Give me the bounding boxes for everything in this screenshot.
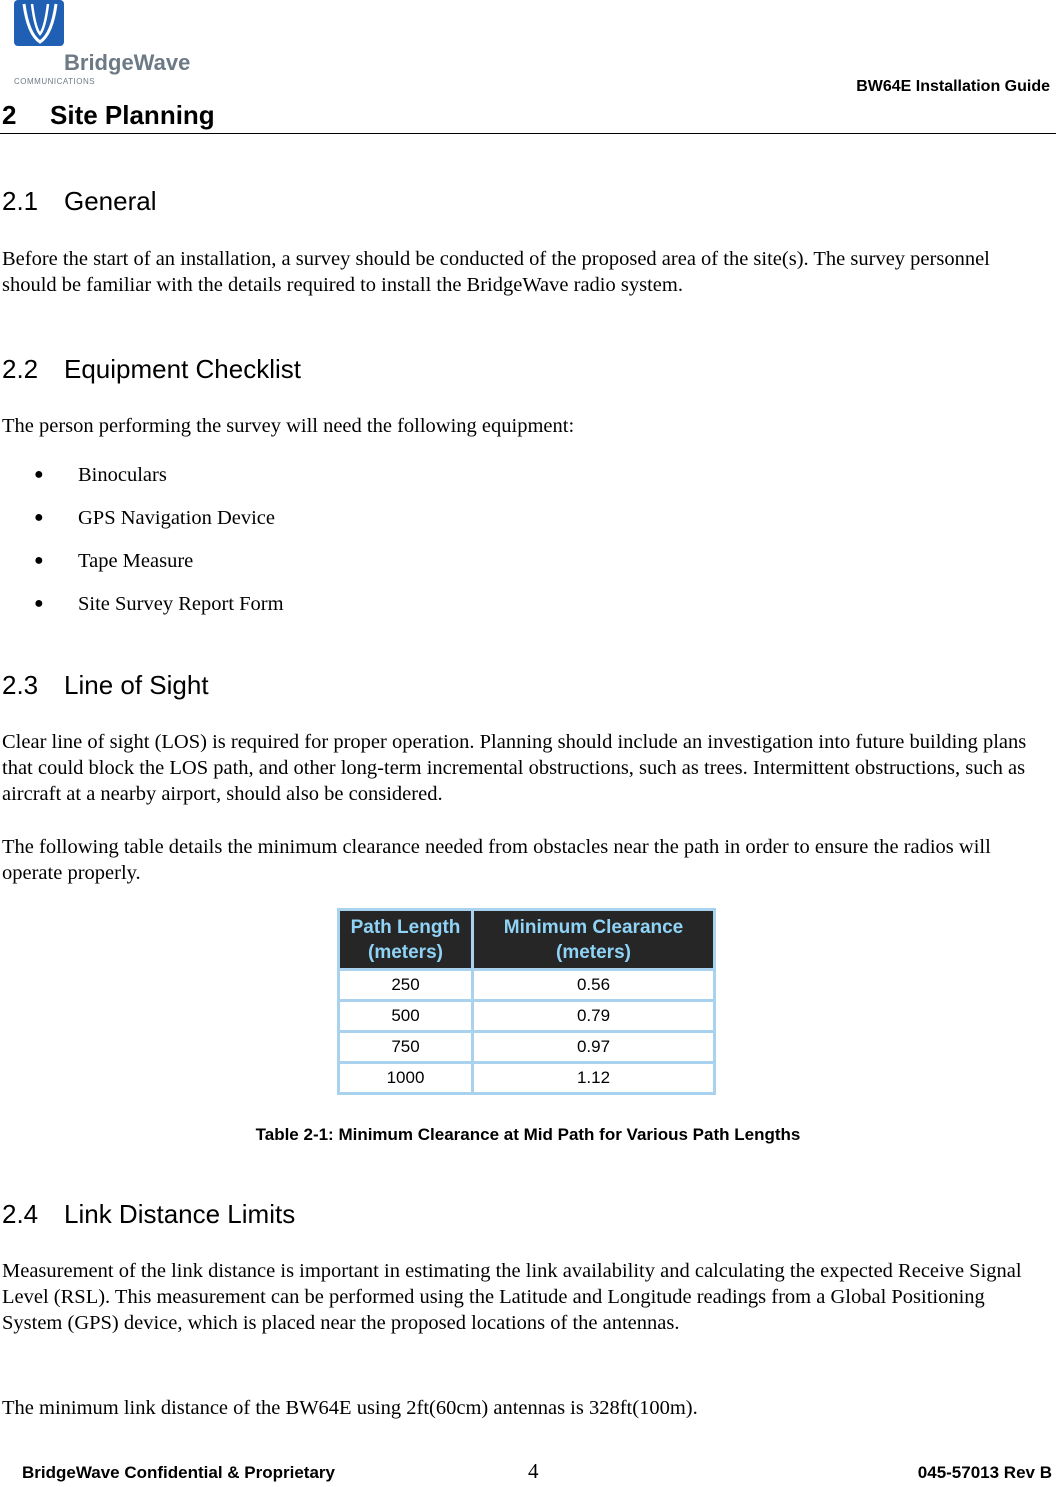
logo-tagline: COMMUNICATIONS: [14, 77, 96, 86]
list-item-text: Binoculars: [78, 464, 167, 486]
link-paragraph-2: The minimum link distance of the BW64E using 2ft(60cm) antennas is 328ft(100m).: [2, 1397, 698, 1419]
table-cell: 0.79: [473, 1001, 715, 1032]
footer-confidential: BridgeWave Confidential & Proprietary: [22, 1463, 335, 1482]
column-header-min-clearance: Minimum Clearance (meters): [473, 910, 715, 970]
checklist-intro: The person performing the survey will need the following equipment:: [2, 415, 575, 437]
table-caption: Table 2-1: Minimum Clearance at Mid Path for Various Path Lengths: [255, 1125, 801, 1144]
link-paragraph-1: Measurement of the link distance is important in estimating the link availability and calculating the expected Receive Signal Level (RSL). This measurement can be performed using the Latitude and Longitude readings from a Global Positioning System (GPS) device, which is placed near the proposed locations of the antennas.: [2, 1260, 1022, 1334]
section-title: Line of Sight: [64, 670, 209, 700]
section-heading-general: [2, 186, 157, 217]
table-cell: 1000: [339, 1063, 473, 1094]
list-item-text: Tape Measure: [78, 550, 194, 572]
table-row: [339, 970, 715, 1001]
general-paragraph: Before the start of an installation, a survey should be conducted of the proposed area of the site(s). The survey personnel should be familiar with the details required to install the BridgeWave radio system.: [2, 248, 990, 296]
table-row: [339, 1063, 715, 1094]
page-number: 4: [528, 1459, 539, 1483]
table-cell: 0.97: [473, 1032, 715, 1063]
chapter-title: Site Planning: [50, 100, 215, 130]
section-number: 2.2: [2, 354, 39, 384]
table-cell: 1.12: [473, 1063, 715, 1094]
table-row: [339, 1001, 715, 1032]
section-number: 2.4: [2, 1199, 39, 1229]
section-title: Equipment Checklist: [64, 354, 301, 384]
section-number: 2.1: [2, 186, 39, 216]
section-heading-checklist: [2, 354, 301, 385]
bullet-icon: ●: [34, 509, 44, 526]
logo-name: BridgeWave: [64, 50, 191, 75]
chapter-heading: [2, 100, 215, 131]
table-header-row: [339, 910, 715, 970]
table-cell: 250: [339, 970, 473, 1001]
table-cell: 500: [339, 1001, 473, 1032]
bullet-icon: ●: [34, 466, 44, 483]
los-paragraph-1: Clear line of sight (LOS) is required for proper operation. Planning should include an investigation into future building plans that could block the LOS path, and other long-term incremental obstructions, such as trees. Intermittent obstructions, such as aircraft at a nearby airport, should also be considered.: [2, 731, 1027, 805]
los-paragraph-2: The following table details the minimum clearance needed from obstacles near the path in order to ensure the radios will operate properly.: [2, 836, 991, 884]
header-divider: [0, 133, 1056, 134]
bullet-icon: ●: [34, 595, 44, 612]
list-item-text: Site Survey Report Form: [78, 593, 284, 615]
section-title: General: [64, 186, 157, 216]
column-header-path-length: Path Length (meters): [339, 910, 473, 970]
bridgewave-logo: [10, 0, 210, 90]
section-title: Link Distance Limits: [64, 1199, 296, 1229]
footer-doc-number: 045-57013 Rev B: [917, 1463, 1052, 1482]
bullet-icon: ●: [34, 552, 44, 569]
clearance-table: [337, 908, 716, 1095]
document-title: BW64E Installation Guide: [856, 78, 1050, 95]
chapter-number: 2: [2, 100, 17, 130]
table-cell: 0.56: [473, 970, 715, 1001]
table-cell: 750: [339, 1032, 473, 1063]
section-heading-link: [2, 1199, 295, 1230]
list-item-text: GPS Navigation Device: [78, 507, 275, 529]
logo-mark-icon: [10, 0, 210, 90]
section-number: 2.3: [2, 670, 39, 700]
section-heading-los: [2, 670, 209, 701]
table-row: [339, 1032, 715, 1063]
